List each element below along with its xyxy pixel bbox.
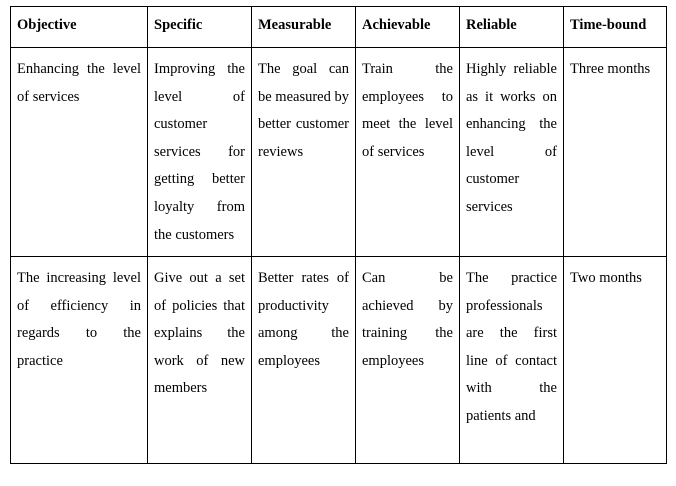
header-reliable: Reliable	[460, 7, 564, 48]
cell-achievable: Train the employees to meet the level of services	[356, 48, 460, 257]
header-objective: Objective	[11, 7, 148, 48]
header-specific: Specific	[148, 7, 252, 48]
cell-time-bound: Two months	[564, 257, 667, 464]
cell-objective: The increasing level of efficiency in regards to the practice	[11, 257, 148, 464]
cell-time-bound: Three months	[564, 48, 667, 257]
cell-reliable: The practice professionals are the first line of contact with the patients and	[460, 257, 564, 464]
cell-specific: Improving the level of customer services for getting better loyalty from the customers	[148, 48, 252, 257]
cell-measurable: The goal can be measured by better customer reviews	[252, 48, 356, 257]
table-row	[11, 48, 667, 257]
cell-reliable: Highly reliable as it works on enhancing the level of customer services	[460, 48, 564, 257]
cell-achievable: Can be achieved by training the employees	[356, 257, 460, 464]
smart-goals-table	[10, 6, 667, 464]
cell-measurable: Better rates of productivity among the employees	[252, 257, 356, 464]
table-row	[11, 257, 667, 464]
cell-specific: Give out a set of policies that explains the work of new members	[148, 257, 252, 464]
header-achievable: Achievable	[356, 7, 460, 48]
table-header-row	[11, 7, 667, 48]
cell-objective: Enhancing the level of services	[11, 48, 148, 257]
header-time-bound: Time-bound	[564, 7, 667, 48]
header-measurable: Measurable	[252, 7, 356, 48]
